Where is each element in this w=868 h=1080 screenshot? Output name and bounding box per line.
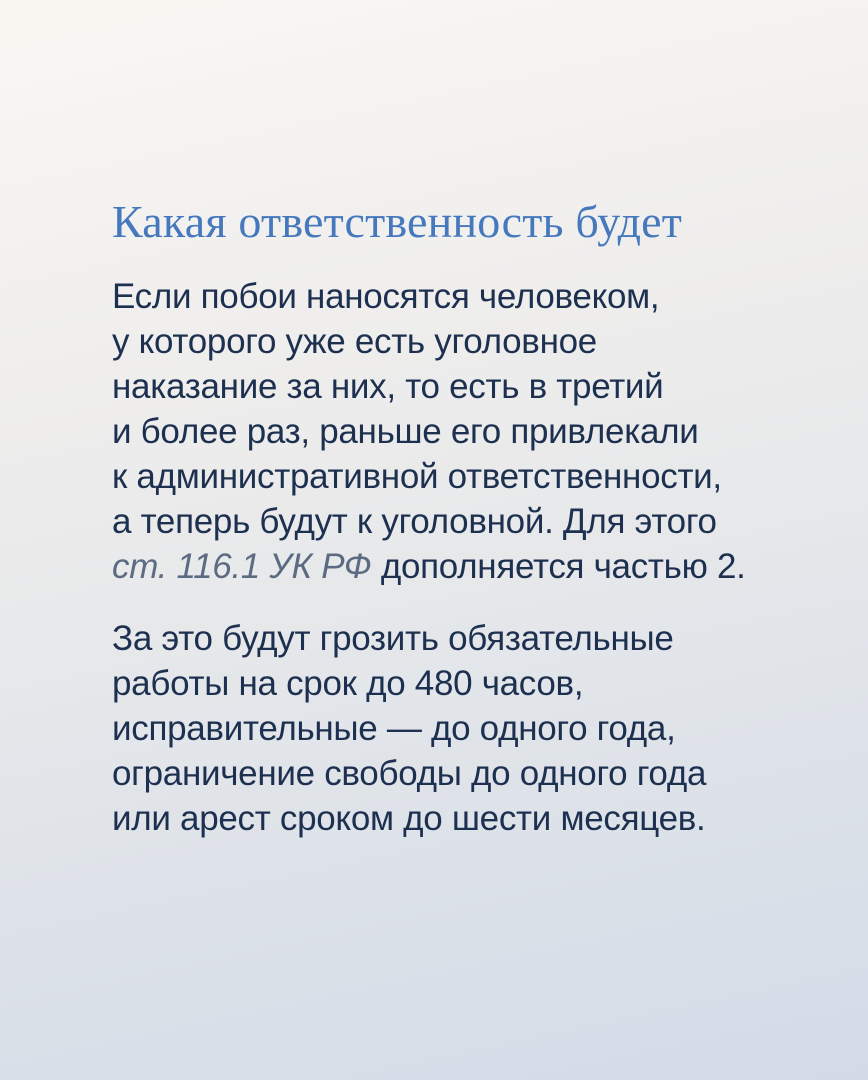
text-line — [112, 544, 798, 589]
text-after-reference: дополняется частью 2. — [371, 547, 746, 586]
text-line: исправительные — до одного года, — [112, 709, 676, 748]
text-line: или арест сроком до шести месяцев. — [112, 799, 706, 838]
text-line: Если побои наносятся человеком, — [112, 277, 660, 316]
paragraph-2 — [112, 616, 798, 841]
text-line: к административной ответственности, — [112, 457, 722, 496]
text-line: работы на срок до 480 часов, — [112, 664, 584, 703]
text-line: наказание за них, то есть в третий — [112, 367, 664, 406]
text-line: у которого уже есть уголовное — [112, 322, 597, 361]
law-reference-link[interactable]: ст. 116.1 УК РФ — [112, 547, 372, 586]
text-line: и более раз, раньше его привлекали — [112, 412, 699, 451]
text-line: За это будут грозить обязательные — [112, 619, 674, 658]
text-line: а теперь будут к уголовной. Для этого — [112, 502, 717, 541]
paragraph-1 — [112, 274, 798, 589]
text-line: ограничение свободы до одного года — [112, 754, 707, 793]
page-title: Какая ответственность будет — [112, 196, 683, 247]
